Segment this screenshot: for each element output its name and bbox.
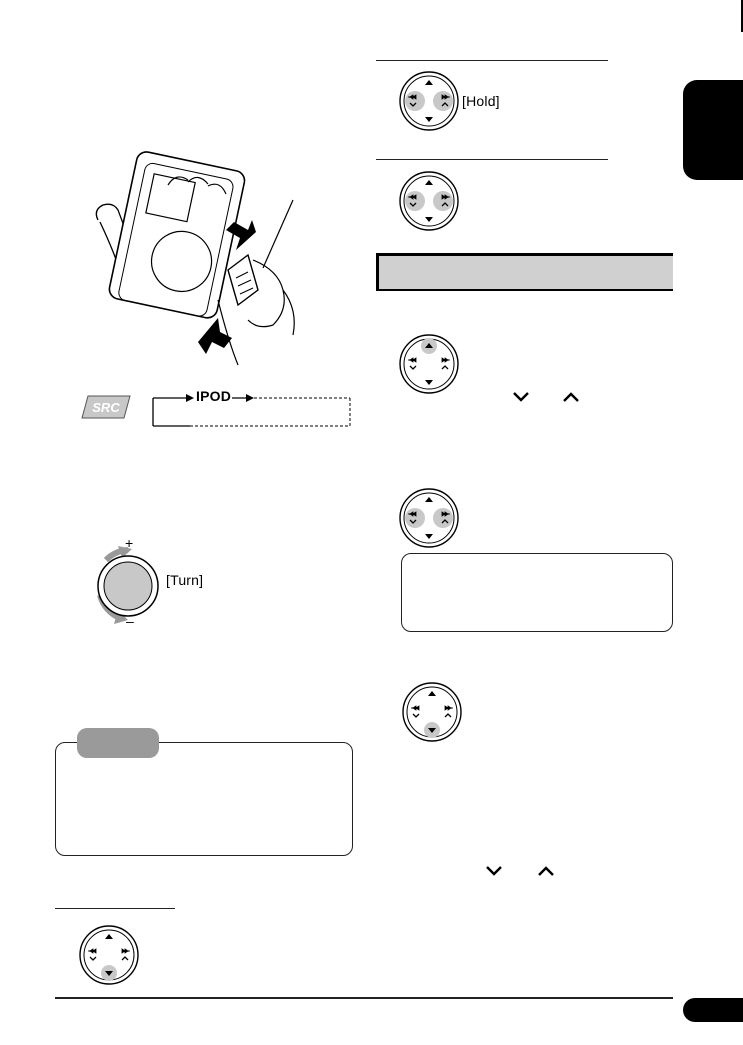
control-pad-up	[398, 333, 460, 395]
footer-rule	[55, 997, 673, 999]
language-tab	[683, 80, 743, 180]
src-button	[80, 394, 130, 420]
control-pad-down-left	[78, 924, 140, 986]
divider-rule	[55, 908, 175, 909]
control-pad-hold	[398, 70, 460, 132]
ipod-source-label: IPOD	[196, 388, 232, 404]
control-pad-down-right	[401, 681, 463, 743]
down-chevron-icon	[512, 390, 530, 408]
src-label: SRC	[92, 400, 120, 415]
up-chevron-icon	[537, 864, 555, 882]
up-chevron-icon	[562, 390, 580, 408]
caution-tab	[77, 728, 159, 758]
control-pad-skip-2	[398, 487, 460, 549]
turn-label: [Turn]	[166, 572, 204, 588]
info-box	[401, 553, 673, 632]
section-heading-bar	[376, 253, 673, 291]
source-cycle-diagram	[150, 388, 355, 435]
divider-rule	[376, 159, 608, 160]
caution-box	[55, 742, 353, 856]
page-number-tab	[683, 998, 743, 1022]
down-chevron-icon	[485, 864, 503, 882]
volume-minus: –	[126, 613, 134, 629]
section-heading-underline	[376, 289, 673, 291]
divider-rule	[376, 60, 608, 61]
hold-label: [Hold]	[462, 93, 500, 109]
volume-plus: +	[125, 535, 134, 551]
control-pad-skip	[398, 170, 460, 232]
ipod-connection-illustration	[88, 150, 318, 375]
